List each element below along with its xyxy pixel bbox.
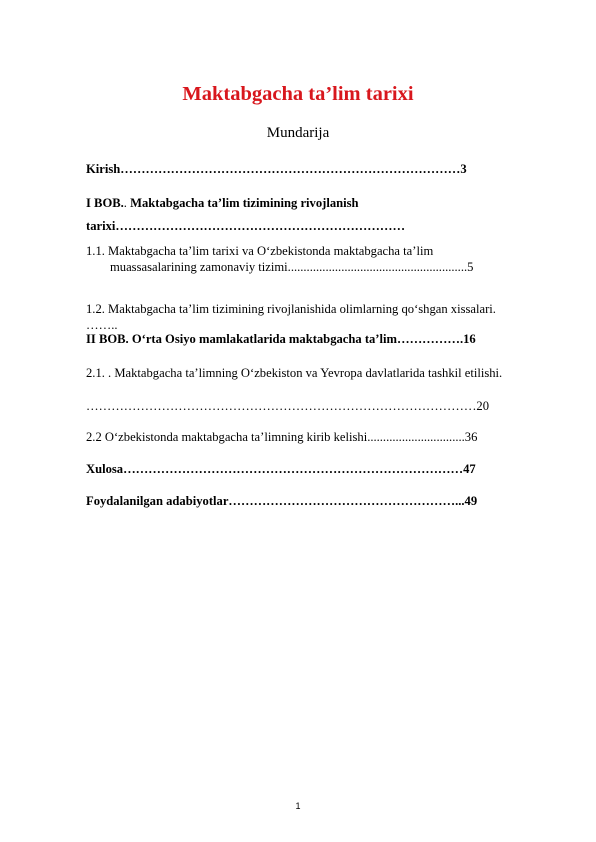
toc-entry-1-2-line1: 1.2. Maktabgacha ta’lim tizimining rivojlanishida olimlarning qo‘shgan xissalari. [86, 302, 496, 316]
toc-entry-1-2-line2: …….. [86, 318, 118, 332]
toc-entry-kirish: Kirish………………………………………………………………………3 [86, 162, 467, 176]
toc-entry-2-1-line2: …………………………………………………………………………………20 [86, 399, 489, 413]
toc-entry-1-1-line1: 1.1. Maktabgacha ta’lim tarixi va O‘zbekistonda maktabgacha ta’lim [86, 244, 434, 258]
toc-chapter1-label: I BOB. [86, 196, 124, 210]
toc-entry-1-1-line2: muassasalarining zamonaviy tizimi.........................................................5 [110, 260, 474, 274]
toc-entry-adabiyotlar: Foydalanilgan adabiyotlar………………………………………………...49 [86, 494, 478, 508]
page-number: 1 [295, 801, 301, 811]
toc-entry-2-2: 2.2 O‘zbekistonda maktabgacha ta’limning kirib kelishi...............................36 [86, 430, 478, 444]
document-title: Maktabgacha ta’lim tarixi [182, 83, 414, 105]
toc-entry-chapter1-line2: tarixi…………………………………………………………… [86, 219, 406, 233]
toc-entry-2-1-line1: 2.1. . Maktabgacha ta’limning O‘zbekiston va Yevropa davlatlarida tashkil etilishi. [86, 366, 503, 380]
toc-chapter1-dot: . [123, 196, 127, 210]
toc-entry-chapter1-line1 [86, 196, 359, 211]
toc-entry-xulosa: Xulosa………………………………………………………………………47 [86, 462, 476, 476]
toc-chapter1-title: Maktabgacha ta’lim tizimining rivojlanish [126, 196, 359, 210]
toc-heading: Mundarija [266, 125, 330, 141]
toc-entry-chapter2: II BOB. O‘rta Osiyo mamlakatlarida maktabgacha ta’lim…………….16 [86, 332, 476, 346]
